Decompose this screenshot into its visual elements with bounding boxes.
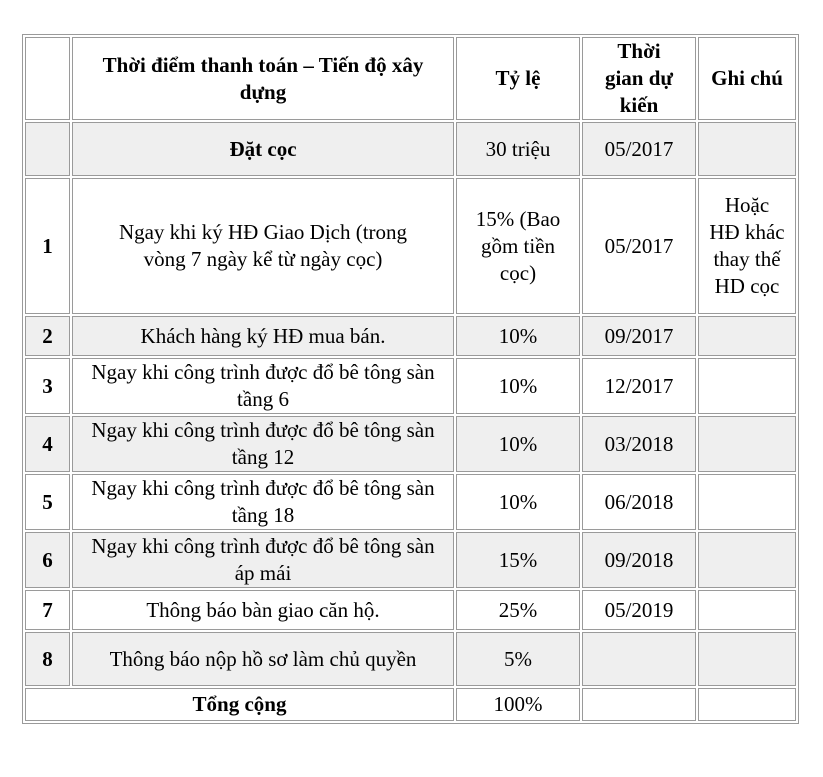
note-cell [698,416,796,472]
milestone-cell: Thông báo nộp hồ sơ làm chủ quyền [72,632,454,686]
total-note-cell [698,688,796,721]
table-row [25,632,796,686]
note-cell: Hoặc HĐ khác thay thế HD cọc [698,178,796,314]
note-cell [698,532,796,588]
note-cell [698,358,796,414]
row-number-cell: 8 [25,632,70,686]
header-time-cell: Thời gian dự kiến [582,37,696,120]
rate-cell: 10% [456,358,580,414]
time-cell [582,632,696,686]
deposit-label-cell: Đặt cọc [72,122,454,176]
table-row [25,532,796,588]
note-cell [698,590,796,630]
table-row [25,316,796,356]
table-row [25,358,796,414]
rate-cell: 25% [456,590,580,630]
total-rate-cell: 100% [456,688,580,721]
time-cell: 12/2017 [582,358,696,414]
time-cell: 09/2018 [582,532,696,588]
milestone-cell: Thông báo bàn giao căn hộ. [72,590,454,630]
deposit-row [25,122,796,176]
row-number-cell: 1 [25,178,70,314]
time-cell: 05/2017 [582,178,696,314]
total-label-cell: Tổng cộng [25,688,454,721]
row-number-cell: 6 [25,532,70,588]
header-milestone-cell: Thời điểm thanh toán – Tiến độ xây dựng [72,37,454,120]
milestone-cell: Ngay khi ký HĐ Giao Dịch (trong vòng 7 ngày kể từ ngày cọc) [72,178,454,314]
rate-cell: 10% [456,416,580,472]
header-rate-cell: Tỷ lệ [456,37,580,120]
milestone-cell: Ngay khi công trình được đổ bê tông sàn tầng 6 [72,358,454,414]
table-row [25,474,796,530]
deposit-note-cell [698,122,796,176]
payment-schedule-table [22,34,799,724]
row-number-cell: 7 [25,590,70,630]
milestone-cell: Ngay khi công trình được đổ bê tông sàn áp mái [72,532,454,588]
header-row [25,37,796,120]
table-row [25,178,796,314]
total-time-cell [582,688,696,721]
rate-cell: 10% [456,316,580,356]
note-cell [698,474,796,530]
deposit-time-cell: 05/2017 [582,122,696,176]
milestone-cell: Khách hàng ký HĐ mua bán. [72,316,454,356]
milestone-cell: Ngay khi công trình được đổ bê tông sàn tầng 12 [72,416,454,472]
deposit-rate-cell: 30 triệu [456,122,580,176]
header-note-cell: Ghi chú [698,37,796,120]
rate-cell: 10% [456,474,580,530]
row-number-cell: 5 [25,474,70,530]
deposit-index-cell [25,122,70,176]
time-cell: 05/2019 [582,590,696,630]
rate-cell: 15% (Bao gồm tiền cọc) [456,178,580,314]
note-cell [698,316,796,356]
row-number-cell: 3 [25,358,70,414]
table-row [25,416,796,472]
table-row [25,590,796,630]
header-index-cell [25,37,70,120]
total-row [25,688,796,721]
time-cell: 03/2018 [582,416,696,472]
rate-cell: 5% [456,632,580,686]
time-cell: 09/2017 [582,316,696,356]
rate-cell: 15% [456,532,580,588]
time-cell: 06/2018 [582,474,696,530]
note-cell [698,632,796,686]
milestone-cell: Ngay khi công trình được đổ bê tông sàn tầng 18 [72,474,454,530]
row-number-cell: 4 [25,416,70,472]
row-number-cell: 2 [25,316,70,356]
